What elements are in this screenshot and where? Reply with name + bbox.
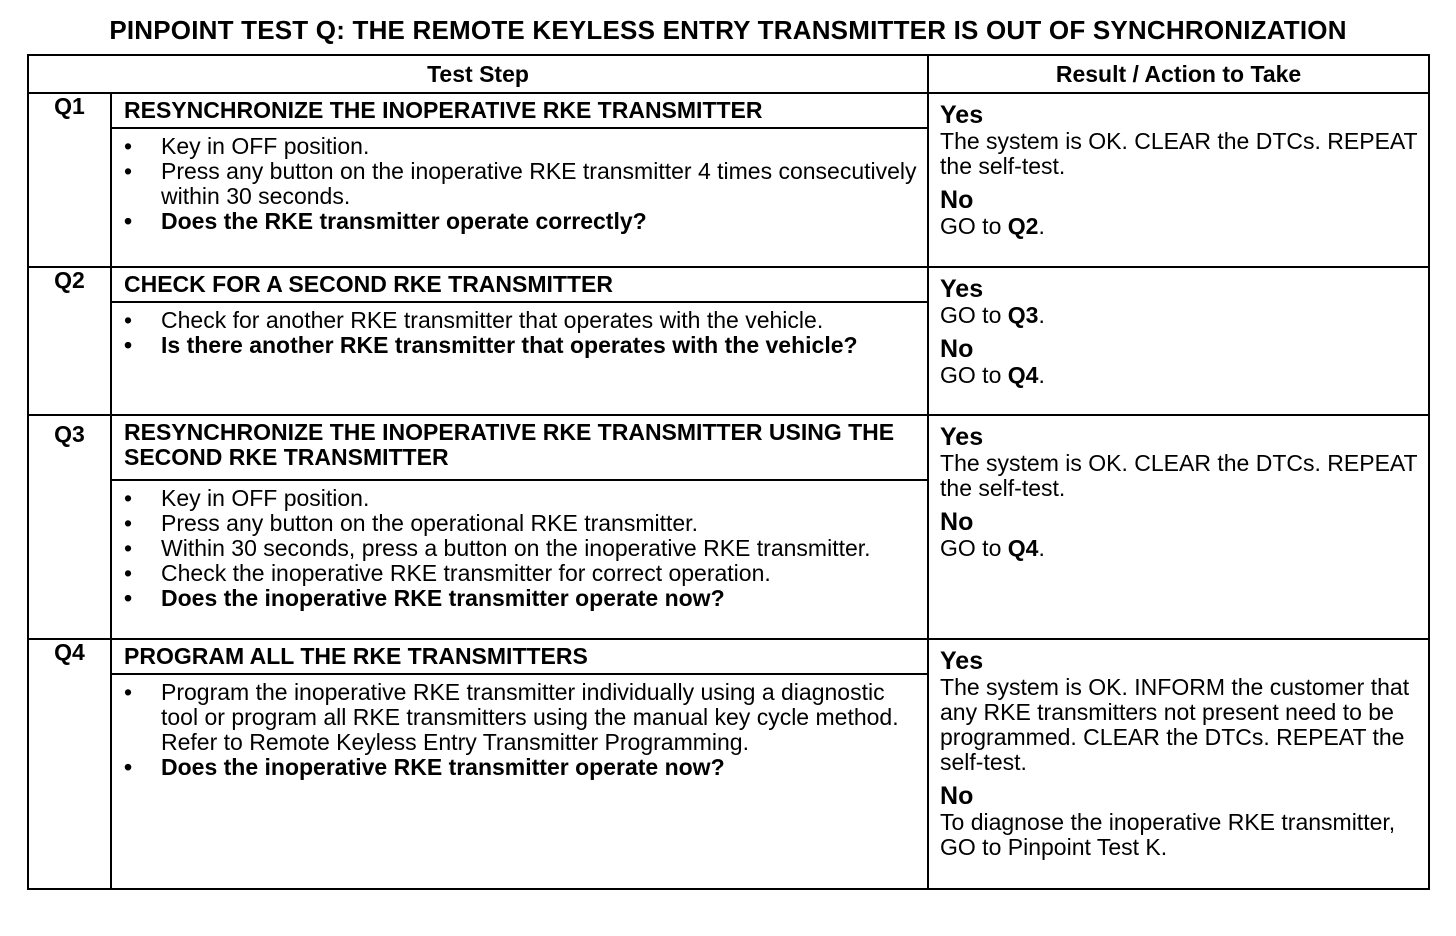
step-title-row xyxy=(28,267,1429,302)
step-bullets xyxy=(124,680,917,780)
result-no-text xyxy=(940,214,1418,239)
bullet-text: Key in OFF position. xyxy=(161,485,370,511)
step-bullet-question xyxy=(124,586,917,611)
result-no-text xyxy=(940,363,1418,388)
step-bullet xyxy=(124,680,917,755)
step-result xyxy=(928,267,1429,415)
step-title: CHECK FOR A SECOND RKE TRANSMITTER xyxy=(111,267,928,302)
step-bullets xyxy=(124,134,917,234)
result-yes-label: Yes xyxy=(940,423,984,451)
step-id-spacer xyxy=(28,674,111,889)
bullet-marker: • xyxy=(124,679,133,705)
step-id: Q2 xyxy=(28,267,111,302)
bullet-text: Key in OFF position. xyxy=(161,133,370,159)
result-yes-text: The system is OK. CLEAR the DTCs. REPEAT the self-test. xyxy=(940,128,1418,179)
bullet-marker: • xyxy=(124,510,133,536)
step-bullets xyxy=(124,486,917,611)
result-no-prefix: GO to xyxy=(940,535,1008,561)
step-id-spacer xyxy=(28,302,111,415)
result-yes-label: Yes xyxy=(940,275,984,303)
result-no-label: No xyxy=(940,782,974,810)
step-body xyxy=(111,674,928,889)
result-no xyxy=(940,187,1418,239)
bullet-text: Check the inoperative RKE transmitter for correct operation. xyxy=(161,560,771,586)
result-yes-text: The system is OK. CLEAR the DTCs. REPEAT the self-test. xyxy=(940,450,1418,501)
result-no-prefix: GO to xyxy=(940,213,1008,239)
bullet-marker: • xyxy=(124,208,133,234)
result-yes-prefix: GO to xyxy=(940,302,1008,328)
step-bullet-question xyxy=(124,209,917,234)
bullet-marker: • xyxy=(124,585,133,611)
result-no-text: To diagnose the inoperative RKE transmitter, GO to Pinpoint Test K. xyxy=(940,809,1396,860)
step-bullet xyxy=(124,536,917,561)
result-no-label: No xyxy=(940,186,974,214)
result-yes-label: Yes xyxy=(940,101,984,129)
result-no-suffix: . xyxy=(1038,362,1045,388)
result-no-ref: Q2 xyxy=(1007,213,1039,239)
bullet-marker: • xyxy=(124,133,133,159)
step-body xyxy=(111,480,928,639)
result-no xyxy=(940,509,1418,561)
step-bullet xyxy=(124,486,917,511)
result-yes-text xyxy=(940,303,1418,328)
result-no-suffix: . xyxy=(1038,213,1045,239)
column-header-test-step: Test Step xyxy=(28,55,928,93)
step-title: PROGRAM ALL THE RKE TRANSMITTERS xyxy=(111,639,928,674)
result-no-suffix: . xyxy=(1038,535,1045,561)
result-yes-suffix: . xyxy=(1038,302,1045,328)
table-header-row xyxy=(28,55,1429,93)
result-no xyxy=(940,336,1418,388)
bullet-text: Program the inoperative RKE transmitter individually using a diagnostic tool or program all RKE transmitters using the manual key cycle method. Refer to Remote Keyless Entry Transmitter Programming. xyxy=(161,679,899,755)
bullet-text: Check for another RKE transmitter that operates with the vehicle. xyxy=(161,307,824,333)
bullet-text: Does the RKE transmitter operate correctly? xyxy=(161,208,647,234)
result-no-prefix: GO to xyxy=(940,362,1008,388)
step-id-spacer xyxy=(28,480,111,639)
bullet-marker: • xyxy=(124,535,133,561)
step-id: Q1 xyxy=(28,93,111,128)
result-yes-ref: Q3 xyxy=(1007,302,1039,328)
result-no xyxy=(940,783,1418,860)
result-no-text xyxy=(940,536,1418,561)
bullet-text: Does the inoperative RKE transmitter operate now? xyxy=(161,754,725,780)
step-bullet-question xyxy=(124,755,917,780)
result-no-label: No xyxy=(940,335,974,363)
step-bullet xyxy=(124,308,917,333)
result-yes xyxy=(940,102,1418,179)
bullet-marker: • xyxy=(124,307,133,333)
column-header-result: Result / Action to Take xyxy=(928,55,1429,93)
bullet-marker: • xyxy=(124,485,133,511)
result-yes xyxy=(940,276,1418,328)
bullet-text: Press any button on the inoperative RKE transmitter 4 times consecutively within 30 seconds. xyxy=(161,158,917,209)
result-yes-text: The system is OK. INFORM the customer that any RKE transmitters not present need to be programmed. CLEAR the DTCs. REPEAT the self-test. xyxy=(940,674,1410,775)
bullet-text: Within 30 seconds, press a button on the inoperative RKE transmitter. xyxy=(161,535,871,561)
step-title-row xyxy=(28,93,1429,128)
pinpoint-test-table xyxy=(27,54,1430,890)
step-bullet xyxy=(124,511,917,536)
result-no-label: No xyxy=(940,508,974,536)
result-yes-label: Yes xyxy=(940,647,984,675)
step-bullet xyxy=(124,134,917,159)
step-title: RESYNCHRONIZE THE INOPERATIVE RKE TRANSMITTER USING THE SECOND RKE TRANSMITTER xyxy=(111,415,928,480)
step-bullets xyxy=(124,308,917,358)
result-no-ref: Q4 xyxy=(1007,362,1039,388)
bullet-text: Does the inoperative RKE transmitter operate now? xyxy=(161,585,725,611)
result-yes xyxy=(940,424,1418,501)
step-title-row xyxy=(28,415,1429,480)
step-result xyxy=(928,415,1429,639)
step-id-spacer xyxy=(28,128,111,267)
step-bullet-question xyxy=(124,333,917,358)
bullet-text: Press any button on the operational RKE transmitter. xyxy=(161,510,698,536)
result-yes xyxy=(940,648,1418,775)
bullet-marker: • xyxy=(124,332,133,358)
bullet-marker: • xyxy=(124,560,133,586)
step-result xyxy=(928,639,1429,889)
step-id: Q4 xyxy=(28,639,111,674)
step-title: RESYNCHRONIZE THE INOPERATIVE RKE TRANSMITTER xyxy=(111,93,928,128)
page-title: PINPOINT TEST Q: THE REMOTE KEYLESS ENTRY TRANSMITTER IS OUT OF SYNCHRONIZATION xyxy=(109,15,1347,45)
bullet-marker: • xyxy=(124,754,133,780)
step-result xyxy=(928,93,1429,267)
bullet-text: Is there another RKE transmitter that operates with the vehicle? xyxy=(161,332,858,358)
step-bullet xyxy=(124,561,917,586)
step-body xyxy=(111,128,928,267)
step-body xyxy=(111,302,928,415)
step-bullet xyxy=(124,159,917,209)
result-no-ref: Q4 xyxy=(1007,535,1039,561)
step-title-row xyxy=(28,639,1429,674)
bullet-marker: • xyxy=(124,158,133,184)
step-id: Q3 xyxy=(28,415,111,480)
